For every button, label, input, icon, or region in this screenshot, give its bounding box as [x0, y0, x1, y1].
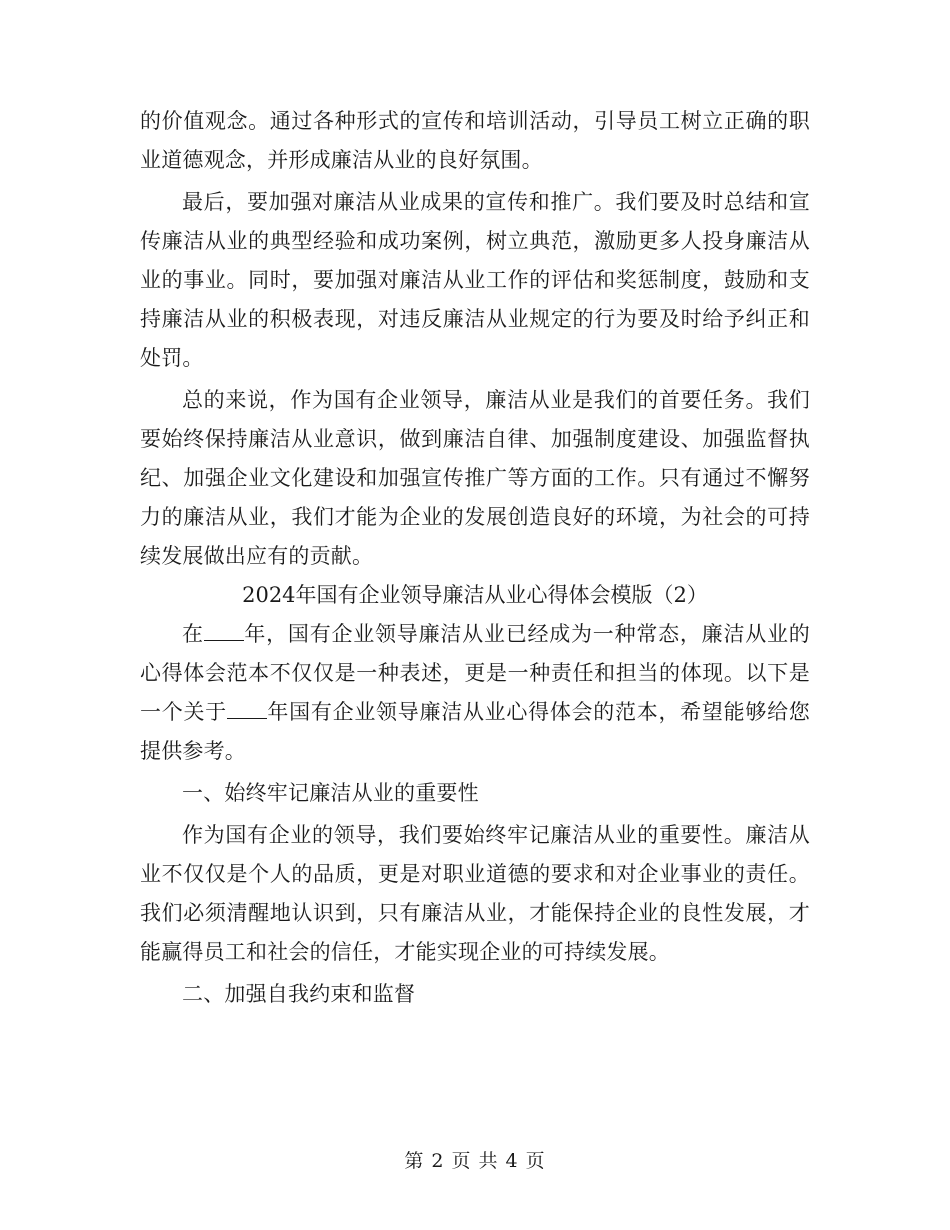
paragraph-summary: 总的来说，作为国有企业领导，廉洁从业是我们的首要任务。我们要始终保持廉洁从业意识，做到廉洁自律、加强制度建设、加强监督执纪、加强企业文化建设和加强宣传推广等方面的工作。只有通过不懈努力的廉洁从业，我们才能为企业的发展创造良好的环境，为社会的可持续发展做出应有的贡献。 [140, 388, 810, 568]
page-number-footer: 第 2 页 共 4 页 [404, 1150, 546, 1172]
section-title: 2024年国有企业领导廉洁从业心得体会模版（2） [242, 583, 708, 607]
intro-part3: 年国有企业领导廉洁从业心得体会的范本，希望能够给您提供参考。 [140, 700, 810, 763]
intro-part1: 在 [182, 622, 204, 646]
paragraph-promotion: 最后，要加强对廉洁从业成果的宣传和推广。我们要及时总结和宣传廉洁从业的典型经验和成功案例，树立典范，激励更多人投身廉洁从业的事业。同时，要加强对廉洁从业工作的评估和奖惩制度，鼓励和支持廉洁从业的积极表现，对违反廉洁从业规定的行为要及时给予纠正和处罚。 [140, 190, 810, 370]
blank-year-1 [204, 620, 244, 641]
paragraph-continued: 的价值观念。通过各种形式的宣传和培训活动，引导员工树立正确的职业道德观念，并形成廉洁从业的良好氛围。 [140, 109, 810, 172]
intro-part2: 年，国有企业领导廉洁从业已经成为一种常态，廉洁从业的心得体会范本不仅仅是一种表述，更是一种责任和担当的体现。以下是一个关于 [140, 622, 810, 724]
document-body [140, 102, 810, 1014]
subheading-2: 二、加强自我约束和监督 [182, 982, 416, 1006]
paragraph-intro [140, 615, 810, 771]
paragraph-body-1: 作为国有企业的领导，我们要始终牢记廉洁从业的重要性。廉洁从业不仅仅是个人的品质，更是对职业道德的要求和对企业事业的责任。我们必须清醒地认识到，只有廉洁从业，才能保持企业的良性发展，才能赢得员工和社会的信任，才能实现企业的可持续发展。 [140, 823, 810, 964]
subheading-1: 一、始终牢记廉洁从业的重要性 [182, 781, 479, 805]
blank-year-2 [227, 698, 267, 719]
